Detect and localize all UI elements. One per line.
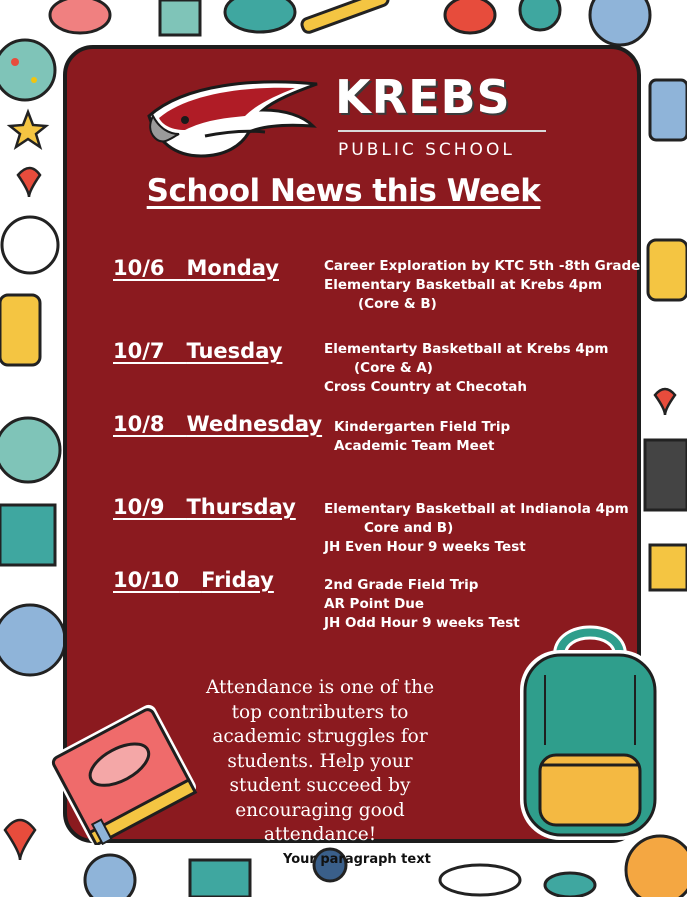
event-item: Cross Country at Checotah <box>324 379 528 395</box>
day-heading-wednesday <box>113 412 322 436</box>
events-wednesday <box>334 418 510 456</box>
book-icon <box>30 695 210 845</box>
event-item: (Core & A) <box>354 360 433 376</box>
day-name: Tuesday <box>186 339 283 363</box>
event-item: AR Point Due <box>324 596 425 612</box>
event-item: Core and B) <box>364 520 454 536</box>
day-date: 10/6 <box>113 256 165 280</box>
event-item: Elementary Basketball at Krebs 4pm <box>324 277 603 293</box>
events-tuesday <box>324 340 608 397</box>
day-heading-tuesday <box>113 339 282 363</box>
event-item: Elementary Basketball at Indianola 4pm <box>324 501 629 517</box>
day-name: Thursday <box>186 495 296 519</box>
day-date: 10/7 <box>113 339 165 363</box>
day-name: Monday <box>186 256 279 280</box>
day-heading-thursday <box>113 495 296 519</box>
brand-divider <box>338 130 546 132</box>
event-item: Kindergarten Field Trip <box>334 419 511 435</box>
events-thursday <box>324 500 629 557</box>
event-item: Career Exploration by KTC 5th -8th Grade <box>324 258 641 274</box>
backpack-icon <box>505 615 675 850</box>
event-item: (Core & B) <box>358 296 437 312</box>
day-date: 10/9 <box>113 495 165 519</box>
events-friday <box>324 576 520 633</box>
day-date: 10/10 <box>113 568 180 592</box>
day-heading-monday <box>113 256 279 280</box>
brand-subtitle: PUBLIC SCHOOL <box>338 140 515 160</box>
day-heading-friday <box>113 568 274 592</box>
event-item: Elementarty Basketball at Krebs 4pm <box>324 341 609 357</box>
attendance-note: Attendance is one of the top contributers to academic struggles for students. Help your student succeed by encouraging good attendance! <box>205 677 435 845</box>
footer-text: Your paragraph text <box>283 852 431 867</box>
page-title: School News this Week <box>146 173 541 209</box>
brand-name: KREBS <box>335 70 511 124</box>
day-date: 10/8 <box>113 412 165 436</box>
day-name: Wednesday <box>186 412 323 436</box>
event-item: JH Odd Hour 9 weeks Test <box>324 615 520 631</box>
eagle-logo <box>145 76 320 158</box>
day-name: Friday <box>201 568 274 592</box>
event-item: 2nd Grade Field Trip <box>324 577 479 593</box>
event-item: Academic Team Meet <box>334 438 495 454</box>
event-item: JH Even Hour 9 weeks Test <box>324 539 526 555</box>
events-monday <box>324 257 640 314</box>
